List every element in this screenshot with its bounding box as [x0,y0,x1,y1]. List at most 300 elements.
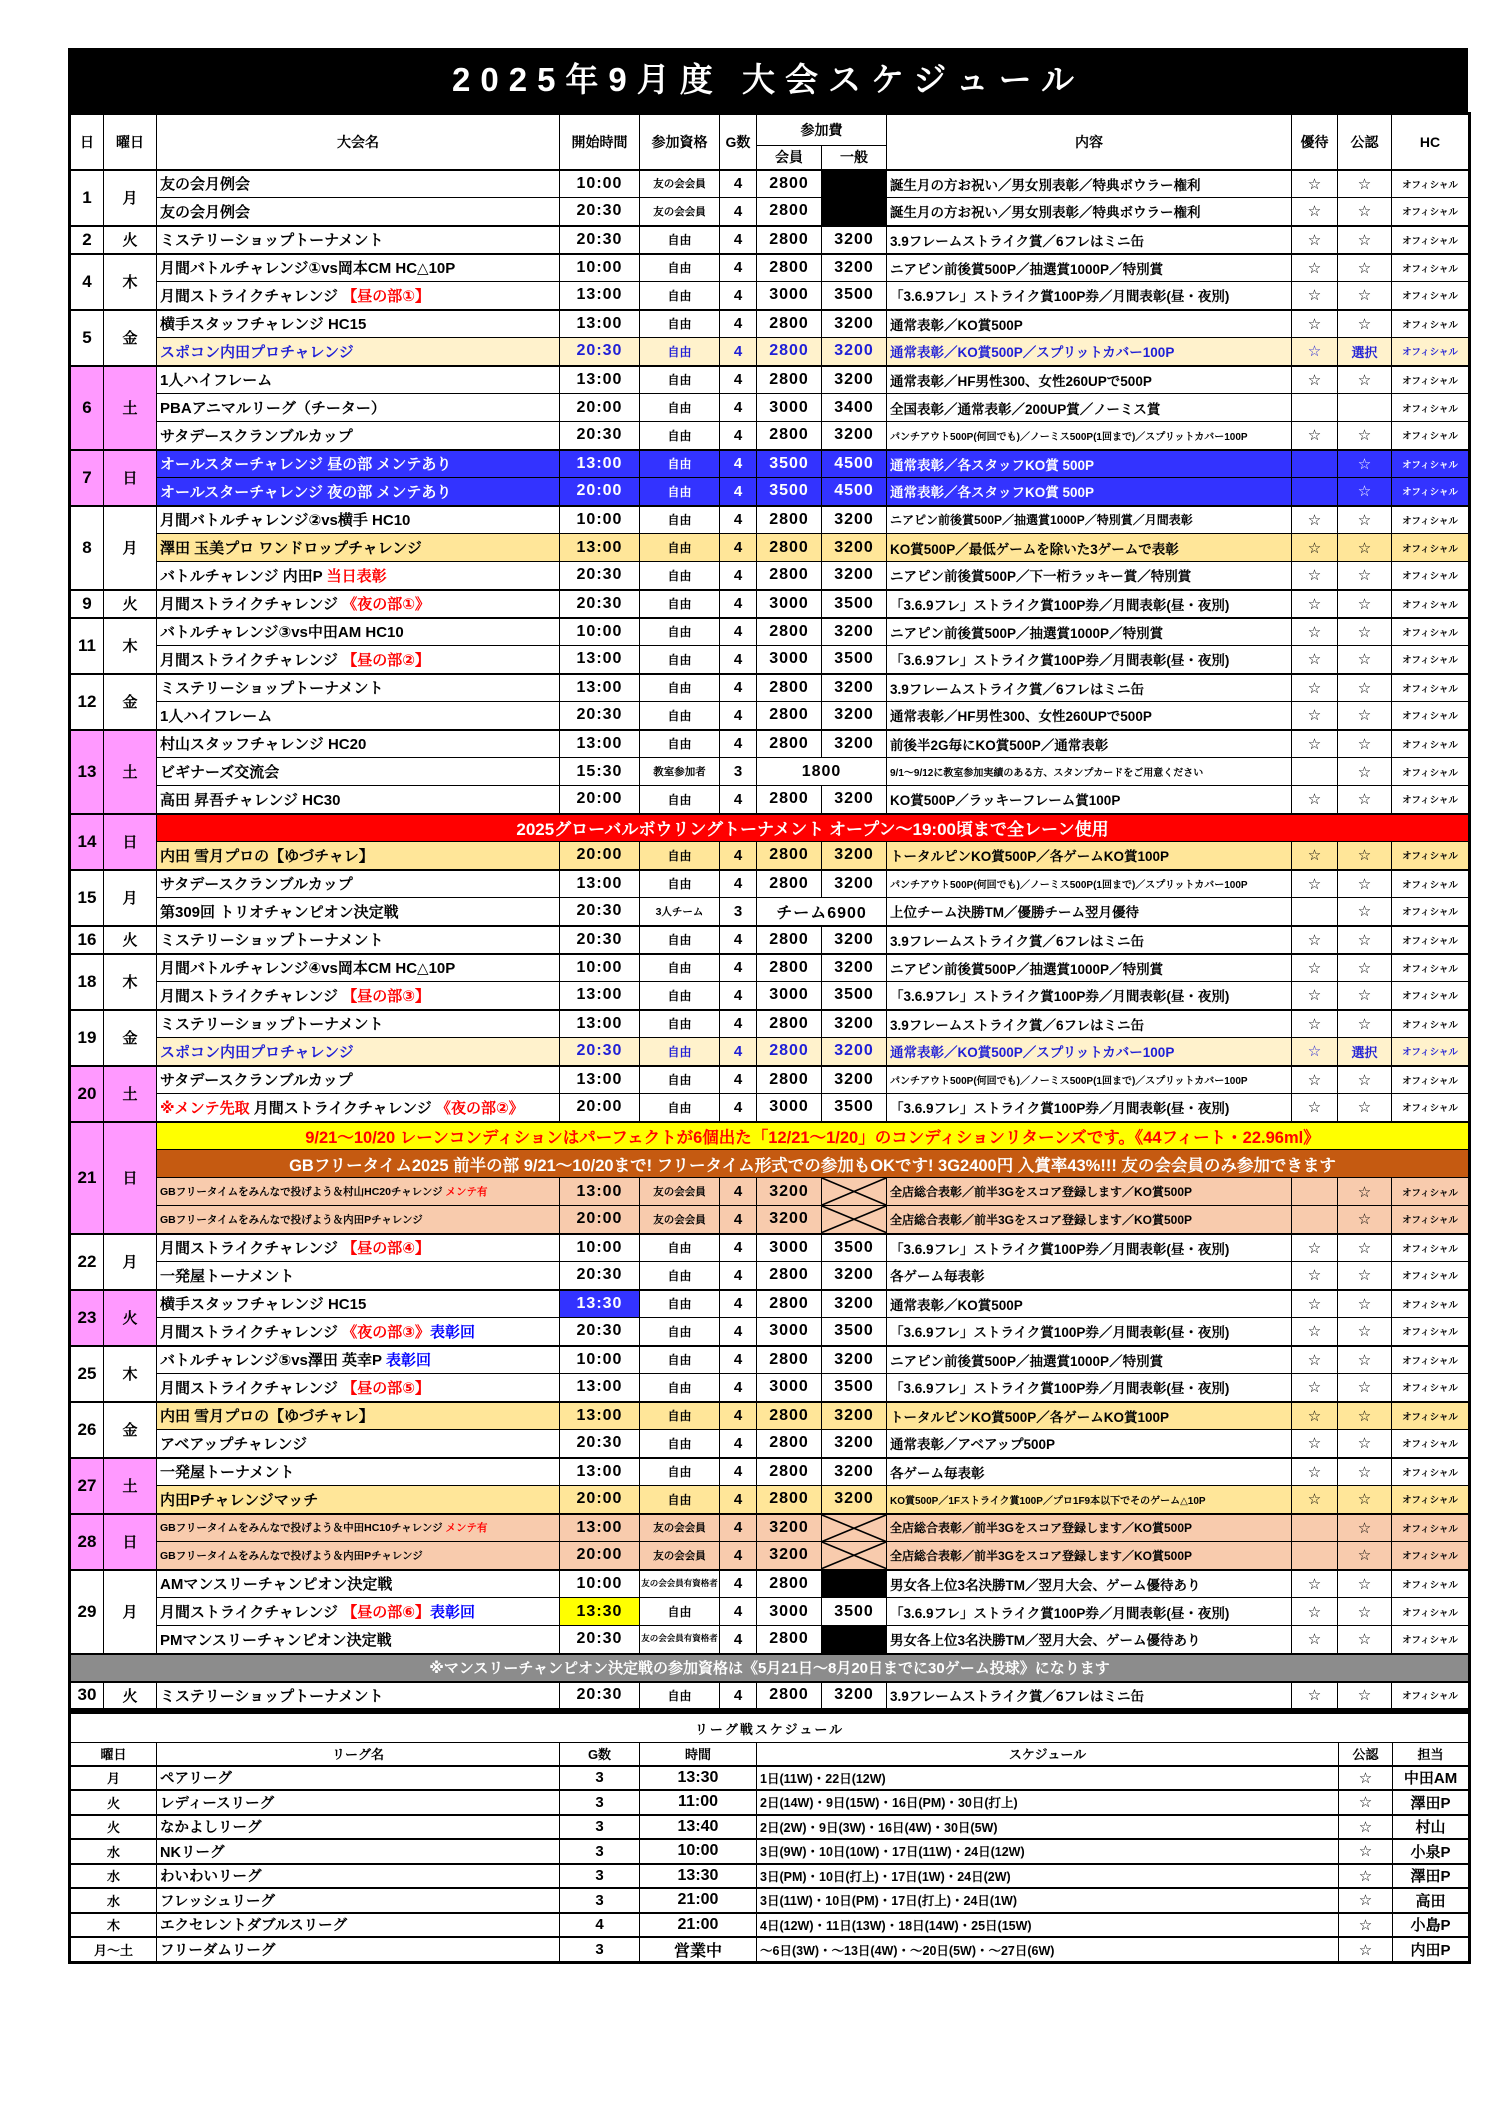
league-col-sched: スケジュール [757,1743,1339,1766]
event-content: 通常表彰／各スタッフKO賞 500P [887,450,1292,478]
hc-label: オフィシャル [1392,198,1470,226]
fee-general-closed [822,1570,887,1598]
league-schedule: 1日(11W)・22日(12W) [757,1766,1339,1791]
fee-member: 3200 [757,1542,822,1570]
yutai-star: ☆ [1292,310,1338,338]
konin-star: ☆ [1338,450,1392,478]
games-count: 4 [720,1318,757,1346]
hc-label: オフィシャル [1392,1682,1470,1710]
fee-member: 2800 [757,618,822,646]
event-name [157,1262,560,1290]
event-content: 誕生月の方お祝い／男女別表彰／特典ボウラー権利 [887,198,1292,226]
fee-general-na [822,1206,887,1234]
konin-star: ☆ [1338,786,1392,814]
konin-star: ☆ [1338,170,1392,198]
event-name-segment: 高田 昇吾チャレンジ HC30 [160,791,341,809]
event-name-segment: 友の会月例会 [160,203,251,221]
eligibility: 自由 [640,1234,720,1262]
games-count: 4 [720,170,757,198]
league-name: レディースリーグ [157,1790,560,1815]
hc-label: オフィシャル [1392,646,1470,674]
event-name [157,1010,560,1038]
event-name [157,170,560,198]
fee-general: 3500 [822,646,887,674]
event-name-segment: 【昼の部③】 [342,987,430,1005]
eligibility: 友の会会員有資格者 [640,1626,720,1654]
event-name-segment: 横手スタッフチャレンジ HC15 [160,316,367,334]
konin-star: ☆ [1338,1262,1392,1290]
eligibility: 友の会会員 [640,170,720,198]
event-name-segment: ミステリーショップトーナメント [160,1687,384,1705]
fee-member: 2800 [757,1430,822,1458]
start-time: 13:00 [560,982,640,1010]
league-konin-star: ☆ [1339,1913,1393,1938]
eligibility: 自由 [640,982,720,1010]
event-name-segment: 表彰回 [429,1323,475,1341]
league-games: 3 [560,1766,640,1791]
eligibility: 自由 [640,1374,720,1402]
event-content: 通常表彰／アベアップ500P [887,1430,1292,1458]
eligibility: 自由 [640,1402,720,1430]
day-cell: 4 [70,254,104,310]
eligibility: 自由 [640,870,720,898]
day-cell: 30 [70,1682,104,1710]
weekday-cell: 金 [104,674,157,730]
event-name [157,282,560,310]
start-time: 20:30 [560,198,640,226]
event-name [157,1486,560,1514]
event-content: パンチアウト500P(何回でも)／ノーミス500P(1回まで)／スプリットカバー100P [887,1066,1292,1094]
games-count: 4 [720,730,757,758]
fee-general: 3200 [822,926,887,954]
yutai-star: ☆ [1292,870,1338,898]
start-time: 10:00 [560,954,640,982]
fee-member: 2800 [757,506,822,534]
league-weekday: 月～土 [70,1937,157,1963]
league-col-name: リーグ名 [157,1743,560,1766]
event-content: 全店総合表彰／前半3Gをスコア登録します／KO賞500P [887,1542,1292,1570]
league-time: 営業中 [640,1937,757,1963]
league-col-weekday: 曜日 [70,1743,157,1766]
eligibility: 自由 [640,1346,720,1374]
konin-star: ☆ [1338,646,1392,674]
yutai-star: ☆ [1292,562,1338,590]
day-cell: 22 [70,1234,104,1290]
col-header-hc: HC [1392,114,1470,170]
league-schedule: 3日(9W)・10日(10W)・17日(11W)・24日(12W) [757,1839,1339,1864]
yutai-star: ☆ [1292,926,1338,954]
yutai-star: ☆ [1292,1010,1338,1038]
konin-star: ☆ [1338,758,1392,786]
games-count: 4 [720,310,757,338]
event-name [157,1094,560,1122]
league-konin-star: ☆ [1339,1888,1393,1913]
yutai-star: ☆ [1292,506,1338,534]
event-name-segment: ミステリーショップトーナメント [160,680,384,698]
yutai-star: ☆ [1292,1346,1338,1374]
league-name: わいわいリーグ [157,1864,560,1889]
event-name [157,674,560,702]
league-tanto: 澤田P [1393,1864,1470,1889]
event-name [157,450,560,478]
games-count: 4 [720,534,757,562]
yutai-star [1292,1178,1338,1206]
event-name-segment: 友の会月例会 [160,176,251,194]
hc-label: オフィシャル [1392,1206,1470,1234]
fee-member: 2800 [757,534,822,562]
fee-general: 3500 [822,1234,887,1262]
yutai-star: ☆ [1292,1262,1338,1290]
games-count: 4 [720,366,757,394]
yutai-star: ☆ [1292,954,1338,982]
event-name-segment: 《夜の部①》 [342,596,430,613]
konin-star: ☆ [1338,1206,1392,1234]
hc-label: オフィシャル [1392,1346,1470,1374]
games-count: 4 [720,926,757,954]
event-name-segment: 1人ハイフレーム [160,372,273,390]
yutai-star: ☆ [1292,1626,1338,1654]
konin-star: ☆ [1338,422,1392,450]
event-name-segment: 【昼の部①】 [342,287,430,305]
eligibility: 自由 [640,1598,720,1626]
games-count: 4 [720,198,757,226]
event-name [157,1514,560,1542]
event-name [157,562,560,590]
yutai-star: ☆ [1292,254,1338,282]
eligibility: 友の会会員 [640,1542,720,1570]
eligibility: 自由 [640,310,720,338]
day-cell: 2 [70,226,104,254]
event-name-segment: 月間バトルチャレンジ②vs横手 HC10 [160,512,411,530]
konin-star: ☆ [1338,254,1392,282]
event-content: 3.9フレームストライク賞／6フレはミニ缶 [887,674,1292,702]
games-count: 4 [720,1178,757,1206]
event-name-segment: ビギナーズ交流会 [160,764,280,781]
event-content: 9/1～9/12に教室参加実績のある方、スタンプカードをご用意ください [887,758,1292,786]
page-title: 2025年9月度 大会スケジュール [68,48,1468,112]
hc-label: オフィシャル [1392,170,1470,198]
yutai-star: ☆ [1292,1094,1338,1122]
konin-star: ☆ [1338,1458,1392,1486]
hc-label: オフィシャル [1392,1570,1470,1598]
start-time: 20:30 [560,590,640,618]
fee-member: 2800 [757,730,822,758]
eligibility: 自由 [640,1682,720,1710]
notice-banner: 9/21～10/20 レーンコンディションはパーフェクトが6個出た「12/21～1/20」のコンディションリターンズです。《44フィート・22.96ml》 [157,1122,1470,1150]
league-weekday: 月 [70,1766,157,1791]
games-count: 4 [720,1262,757,1290]
konin-star: ☆ [1338,226,1392,254]
hc-label: オフィシャル [1392,954,1470,982]
games-count: 4 [720,982,757,1010]
start-time: 20:30 [560,1318,640,1346]
start-time: 13:00 [560,1066,640,1094]
games-count: 4 [720,646,757,674]
fee-general: 3200 [822,506,887,534]
fee-member: 2800 [757,674,822,702]
day-cell: 12 [70,674,104,730]
fee-general: 3200 [822,786,887,814]
hc-label: オフィシャル [1392,478,1470,506]
event-name-segment: 当日表彰 [326,567,387,585]
event-name [157,1458,560,1486]
weekday-cell: 月 [104,1234,157,1290]
event-name [157,1206,560,1234]
konin-star: ☆ [1338,1402,1392,1430]
event-name-segment: 一発屋トーナメント [160,1267,295,1285]
day-cell: 8 [70,506,104,590]
eligibility: 自由 [640,618,720,646]
weekday-cell: 火 [104,1290,157,1346]
yutai-star: ☆ [1292,226,1338,254]
weekday-cell: 金 [104,1010,157,1066]
day-cell: 20 [70,1066,104,1122]
yutai-star [1292,450,1338,478]
league-konin-star: ☆ [1339,1839,1393,1864]
eligibility: 友の会会員 [640,1514,720,1542]
yutai-star: ☆ [1292,646,1338,674]
weekday-cell: 月 [104,1570,157,1654]
day-cell: 27 [70,1458,104,1514]
league-col-games: G数 [560,1743,640,1766]
games-count: 4 [720,338,757,366]
konin-star: ☆ [1338,982,1392,1010]
fee-general-na [822,1542,887,1570]
eligibility: 自由 [640,926,720,954]
fee-general: 3200 [822,1458,887,1486]
yutai-star: ☆ [1292,1598,1338,1626]
eligibility: 自由 [640,450,720,478]
start-time: 10:00 [560,506,640,534]
league-time: 13:30 [640,1766,757,1791]
start-time: 13:00 [560,1010,640,1038]
eligibility: 自由 [640,730,720,758]
fee-member: 3000 [757,282,822,310]
games-count: 4 [720,1234,757,1262]
konin-star: ☆ [1338,1374,1392,1402]
fee-member: 3000 [757,1318,822,1346]
games-count: 4 [720,1290,757,1318]
col-header-fee-member: 会員 [757,146,822,170]
games-count: 4 [720,1038,757,1066]
games-count: 4 [720,254,757,282]
league-name: エクセレントダブルスリーグ [157,1913,560,1938]
eligibility: 自由 [640,506,720,534]
yutai-star [1292,394,1338,422]
event-content: 全店総合表彰／前半3Gをスコア登録します／KO賞500P [887,1206,1292,1234]
start-time: 10:00 [560,1570,640,1598]
yutai-star: ☆ [1292,674,1338,702]
event-content: 「3.6.9フレ」ストライク賞100P券／月間表彰(昼・夜別) [887,1374,1292,1402]
fee-member: 3000 [757,394,822,422]
hc-label: オフィシャル [1392,674,1470,702]
weekday-cell: 木 [104,618,157,674]
games-count: 4 [720,1346,757,1374]
day-cell: 28 [70,1514,104,1570]
fee-member: 3000 [757,590,822,618]
games-count: 4 [720,1486,757,1514]
start-time: 20:30 [560,926,640,954]
konin-star: ☆ [1338,618,1392,646]
event-content: 「3.6.9フレ」ストライク賞100P券／月間表彰(昼・夜別) [887,1598,1292,1626]
col-header-fee-general: 一般 [822,146,887,170]
day-cell: 26 [70,1402,104,1458]
start-time: 13:00 [560,1458,640,1486]
fee-member: 2800 [757,842,822,870]
games-count: 4 [720,226,757,254]
event-content: 「3.6.9フレ」ストライク賞100P券／月間表彰(昼・夜別) [887,646,1292,674]
event-name [157,730,560,758]
event-content: 男女各上位3名決勝TM／翌月大会、ゲーム優待あり [887,1570,1292,1598]
fee-general: 3500 [822,1094,887,1122]
start-time: 20:00 [560,842,640,870]
fee-member: 2800 [757,1290,822,1318]
event-name [157,226,560,254]
hc-label: オフィシャル [1392,730,1470,758]
eligibility: 自由 [640,702,720,730]
fee-general-closed [822,1626,887,1654]
weekday-cell: 土 [104,730,157,814]
notice-banner: 2025グローバルボウリングトーナメント オープン～19:00頃まで全レーン使用 [157,814,1470,842]
games-count: 4 [720,954,757,982]
league-games: 3 [560,1815,640,1840]
fee-member: 2800 [757,226,822,254]
fee-general: 3200 [822,730,887,758]
games-count: 4 [720,590,757,618]
hc-label: オフィシャル [1392,422,1470,450]
hc-label: オフィシャル [1392,254,1470,282]
event-name-segment: オールスターチャレンジ 夜の部 メンテあり [160,483,452,501]
konin-star: ☆ [1338,198,1392,226]
event-name [157,1682,560,1710]
yutai-star: ☆ [1292,1234,1338,1262]
eligibility: 友の会会員 [640,1206,720,1234]
event-content: 3.9フレームストライク賞／6フレはミニ缶 [887,1010,1292,1038]
fee-general: 3200 [822,1402,887,1430]
start-time: 13:00 [560,1178,640,1206]
fee-member: 2800 [757,1346,822,1374]
fee-member: 3200 [757,1178,822,1206]
hc-label: オフィシャル [1392,618,1470,646]
eligibility: 自由 [640,1066,720,1094]
league-time: 10:00 [640,1839,757,1864]
hc-label: オフィシャル [1392,758,1470,786]
hc-label: オフィシャル [1392,982,1470,1010]
start-time: 10:00 [560,1346,640,1374]
event-content: 「3.6.9フレ」ストライク賞100P券／月間表彰(昼・夜別) [887,1094,1292,1122]
eligibility: 友の会会員 [640,198,720,226]
start-time: 20:30 [560,562,640,590]
konin-star: ☆ [1338,1570,1392,1598]
event-name [157,954,560,982]
yutai-star: ☆ [1292,170,1338,198]
weekday-cell: 土 [104,1458,157,1514]
league-time: 13:40 [640,1815,757,1840]
event-content: トータルピンKO賞500P／各ゲームKO賞100P [887,1402,1292,1430]
konin-star: ☆ [1338,842,1392,870]
konin-star: ☆ [1338,1430,1392,1458]
konin-star: 選択 [1338,338,1392,366]
fee-member: 2800 [757,926,822,954]
league-games: 3 [560,1937,640,1963]
fee-general: 3500 [822,282,887,310]
yutai-star: ☆ [1292,282,1338,310]
games-count: 4 [720,1094,757,1122]
fee-member: 2800 [757,1486,822,1514]
col-header-weekday: 曜日 [104,114,157,170]
konin-star: ☆ [1338,1178,1392,1206]
fee-member: 2800 [757,702,822,730]
event-content: 通常表彰／各スタッフKO賞 500P [887,478,1292,506]
event-name-segment: バトルチャレンジ 内田P [160,567,327,585]
weekday-cell: 木 [104,1346,157,1402]
fee-general: 3200 [822,618,887,646]
league-name: NKリーグ [157,1839,560,1864]
event-name-segment: サタデースクランブルカップ [160,876,353,894]
event-content: 前後半2G毎にKO賞500P／通常表彰 [887,730,1292,758]
games-count: 4 [720,618,757,646]
fee-member: 2800 [757,1066,822,1094]
weekday-cell: 土 [104,366,157,450]
eligibility: 自由 [640,534,720,562]
league-weekday: 水 [70,1839,157,1864]
col-header-content: 内容 [887,114,1292,170]
league-col-tanto: 担当 [1393,1743,1470,1766]
konin-star: ☆ [1338,1542,1392,1570]
yutai-star: ☆ [1292,422,1338,450]
event-content: 男女各上位3名決勝TM／翌月大会、ゲーム優待あり [887,1626,1292,1654]
event-name-segment: 第309回 トリオチャンピオン決定戦 [160,903,399,921]
hc-label: オフィシャル [1392,338,1470,366]
league-tanto: 小島P [1393,1913,1470,1938]
yutai-star: ☆ [1292,1570,1338,1598]
league-time: 21:00 [640,1888,757,1913]
konin-star: ☆ [1338,1290,1392,1318]
start-time: 20:00 [560,1486,640,1514]
hc-label: オフィシャル [1392,282,1470,310]
eligibility: 自由 [640,1010,720,1038]
event-name-segment: 月間バトルチャレンジ④vs岡本CM HC△10P [160,960,456,978]
col-header-start: 開始時間 [560,114,640,170]
start-time: 13:00 [560,730,640,758]
day-cell: 25 [70,1346,104,1402]
start-time: 20:30 [560,1430,640,1458]
league-name: なかよしリーグ [157,1815,560,1840]
event-name-segment: メンテ有 [445,1186,488,1198]
event-name-segment: 《夜の部②》 [435,1099,524,1117]
event-name [157,646,560,674]
fee-member: 3200 [757,1206,822,1234]
yutai-star: ☆ [1292,786,1338,814]
yutai-star: ☆ [1292,366,1338,394]
event-name [157,982,560,1010]
yutai-star: ☆ [1292,1066,1338,1094]
event-content: 通常表彰／KO賞500P／スプリットカバー100P [887,1038,1292,1066]
event-name [157,1318,560,1346]
games-count: 4 [720,450,757,478]
start-time: 20:30 [560,1038,640,1066]
event-name-segment: 村山スタッフチャレンジ HC20 [160,736,367,754]
games-count: 4 [720,1570,757,1598]
event-content: 誕生月の方お祝い／男女別表彰／特典ボウラー権利 [887,170,1292,198]
eligibility: 教室参加者 [640,758,720,786]
event-name-segment: バトルチャレンジ③vs中田AM HC10 [160,624,404,642]
games-count: 4 [720,1598,757,1626]
start-time: 20:30 [560,898,640,926]
event-name [157,1402,560,1430]
event-content: 通常表彰／HF男性300、女性260UPで500P [887,702,1292,730]
league-tanto: 澤田P [1393,1790,1470,1815]
